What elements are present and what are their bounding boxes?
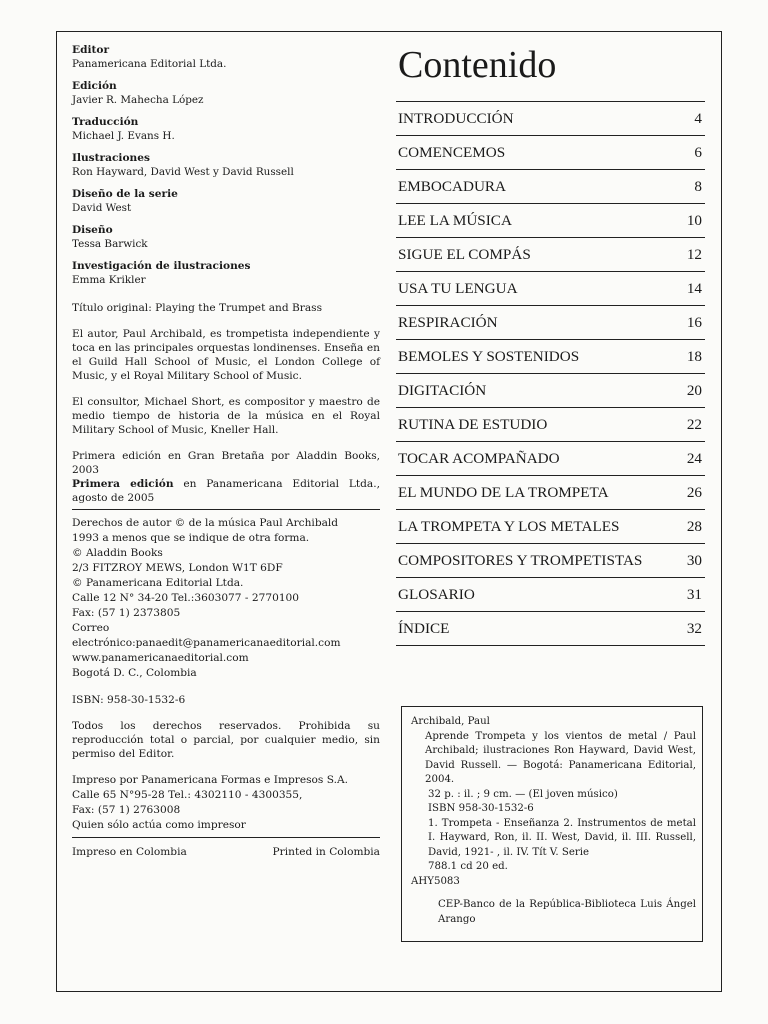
- toc-entry: [396, 204, 705, 238]
- credit-role: Edición: [72, 80, 117, 92]
- catalog-code: AHY5083: [411, 875, 460, 887]
- consultant-bio: El consultor, Michael Short, es compositor y maestro de medio tiempo de historia de la música en el Royal Military School of Music, Kneller Hall.: [72, 396, 380, 436]
- toc-page: 20: [686, 381, 702, 399]
- toc-entry: [396, 442, 705, 476]
- toc-title: ÍNDICE: [398, 619, 450, 637]
- catalog-class: 788.1 cd 20 ed.: [428, 861, 508, 872]
- credit-entry: [72, 152, 380, 179]
- toc-title: EL MUNDO DE LA TROMPETA: [398, 483, 609, 501]
- toc-entry: [396, 476, 705, 510]
- first-edition-rest: en Panamericana Editorial Ltda., agosto de 2005: [72, 478, 380, 504]
- toc-title: RUTINA DE ESTUDIO: [398, 415, 548, 433]
- toc-page: 30: [686, 551, 702, 569]
- toc-title: GLOSARIO: [398, 585, 475, 603]
- toc-page: 10: [686, 211, 702, 229]
- toc-title: INTRODUCCIÓN: [398, 109, 514, 127]
- first-edition-gb: Primera edición en Gran Bretaña por Aladdin Books, 2003: [72, 450, 380, 476]
- credit-name: David West: [72, 201, 132, 214]
- toc-entry: [396, 238, 705, 272]
- credit-role: Editor: [72, 44, 110, 56]
- toc-entry: [396, 102, 705, 136]
- rights-line: 1993 a menos que se indique de otra forma.: [72, 532, 310, 544]
- credit-name: Panamericana Editorial Ltda.: [72, 57, 227, 70]
- printed-en: Printed in Colombia: [272, 846, 380, 858]
- catalog-isbn: ISBN 958-30-1532-6: [428, 803, 534, 814]
- toc-title: COMENCEMOS: [398, 143, 506, 161]
- credit-entry: [72, 188, 380, 215]
- credits-list: [72, 44, 380, 287]
- first-edition-label: Primera edición: [72, 478, 174, 490]
- toc-page: 28: [686, 517, 702, 535]
- credit-entry: [72, 80, 380, 107]
- toc-page: 8: [694, 177, 702, 195]
- credit-role: Traducción: [72, 116, 139, 128]
- original-title: Título original: Playing the Trumpet and Brass: [72, 302, 323, 314]
- toc-title: DIGITACIÓN: [398, 381, 487, 399]
- credit-role: Diseño: [72, 224, 113, 236]
- toc-title: COMPOSITORES Y TROMPETISTAS: [398, 551, 643, 569]
- rights-line: 2/3 FITZROY MEWS, London W1T 6DF: [72, 562, 283, 574]
- rights-line: Bogotá D. C., Colombia: [72, 667, 197, 679]
- rights-line: Correo electrónico:panaedit@panamericanaeditorial.com: [72, 622, 341, 649]
- catalog-author: Archibald, Paul: [411, 716, 490, 727]
- catalog-pages: 32 p. : il. ; 9 cm. — (El joven músico): [428, 788, 618, 800]
- credits-column: [72, 44, 380, 860]
- catalog-library: CEP-Banco de la República-Biblioteca Luis Ángel Arango: [438, 899, 696, 925]
- rights-line: © Panamericana Editorial Ltda.: [72, 577, 244, 589]
- toc-entry: [396, 306, 705, 340]
- credit-role: Investigación de ilustraciones: [72, 260, 251, 272]
- divider: [72, 509, 380, 510]
- toc-page: 16: [686, 313, 702, 331]
- credit-entry: [72, 224, 380, 251]
- rights-line: Derechos de autor © de la música Paul Archibald: [72, 517, 339, 529]
- rights-line: Calle 12 N° 34-20 Tel.:3603077 - 2770100: [72, 592, 300, 604]
- printer-line: Quien sólo actúa como impresor: [72, 819, 246, 831]
- credit-name: Michael J. Evans H.: [72, 129, 175, 142]
- credit-name: Emma Krikler: [72, 273, 146, 286]
- toc-title: USA TU LENGUA: [398, 279, 518, 297]
- rights-line: © Aladdin Books: [72, 547, 163, 559]
- divider: [72, 837, 380, 838]
- rights-line: Fax: (57 1) 2373805: [72, 607, 181, 619]
- credit-name: Ron Hayward, David West y David Russell: [72, 165, 294, 178]
- printer-line: Fax: (57 1) 2763008: [72, 804, 181, 816]
- toc-entry: [396, 340, 705, 374]
- printer-line: Impreso por Panamericana Formas e Impresos S.A.: [72, 774, 348, 786]
- toc-title: EMBOCADURA: [398, 177, 507, 195]
- toc-entry: [396, 374, 705, 408]
- credit-role: Diseño de la serie: [72, 188, 178, 200]
- toc-page: 4: [694, 109, 702, 127]
- toc-entry: [396, 612, 705, 646]
- toc-page: 24: [686, 449, 702, 467]
- toc-page: 6: [694, 143, 702, 161]
- toc-title: LA TROMPETA Y LOS METALES: [398, 517, 620, 535]
- toc-title: TOCAR ACOMPAÑADO: [398, 449, 560, 467]
- toc-entry: [396, 544, 705, 578]
- toc-page: 26: [686, 483, 702, 501]
- credit-entry: [72, 260, 380, 287]
- printed-row: [72, 846, 380, 860]
- toc-entry: [396, 510, 705, 544]
- credit-name: Tessa Barwick: [72, 237, 148, 250]
- rights-block: [72, 516, 380, 681]
- page-title: Contenido: [398, 44, 557, 86]
- toc-entry: [396, 272, 705, 306]
- toc-page: 31: [686, 585, 702, 603]
- toc-entry: [396, 170, 705, 204]
- toc-page: 22: [686, 415, 702, 433]
- toc-entry: [396, 136, 705, 170]
- toc-title: BEMOLES Y SOSTENIDOS: [398, 347, 580, 365]
- toc-entry: [396, 578, 705, 612]
- rights-reserved: Todos los derechos reservados. Prohibida su reproducción total o parcial, por cualquier medio, sin permiso del Editor.: [72, 720, 380, 760]
- credit-role: Ilustraciones: [72, 152, 150, 164]
- catalog-subjects: 1. Trompeta - Enseñanza 2. Instrumentos de metal I. Hayward, Ron, il. II. West, David, il. III. Russell, David, 1921- , il. IV. Tít V. Serie: [428, 817, 696, 858]
- toc-page: 32: [686, 619, 702, 637]
- toc-title: RESPIRACIÓN: [398, 313, 498, 331]
- toc-title: SIGUE EL COMPÁS: [398, 245, 531, 263]
- printer-line: Calle 65 N°95-28 Tel.: 4302110 - 4300355,: [72, 789, 303, 801]
- catalog-title: Aprende Trompeta y los vientos de metal / Paul Archibald; ilustraciones Ron Hayward, David West, David Russell. — Bogotá: Panamericana Editorial, 2004.: [425, 730, 696, 785]
- catalog-card: [401, 706, 703, 942]
- toc-entry: [396, 408, 705, 442]
- credit-entry: [72, 116, 380, 143]
- isbn: ISBN: 958-30-1532-6: [72, 694, 186, 706]
- credit-entry: [72, 44, 380, 71]
- toc-page: 12: [686, 245, 702, 263]
- toc-title: LEE LA MÚSICA: [398, 211, 512, 229]
- first-edition-pan: [72, 477, 380, 505]
- toc-page: 14: [686, 279, 702, 297]
- table-of-contents: [396, 101, 705, 646]
- printed-es: Impreso en Colombia: [72, 846, 187, 858]
- author-bio: El autor, Paul Archibald, es trompetista independiente y toca en las principales orquestas londinenses. Enseña en el Guild Hall School of Music, el London College of Music, y el Royal Military School of Music.: [72, 328, 380, 382]
- credit-name: Javier R. Mahecha López: [72, 93, 204, 106]
- toc-page: 18: [686, 347, 702, 365]
- rights-line: www.panamericanaeditorial.com: [72, 652, 249, 664]
- printer-block: [72, 773, 380, 833]
